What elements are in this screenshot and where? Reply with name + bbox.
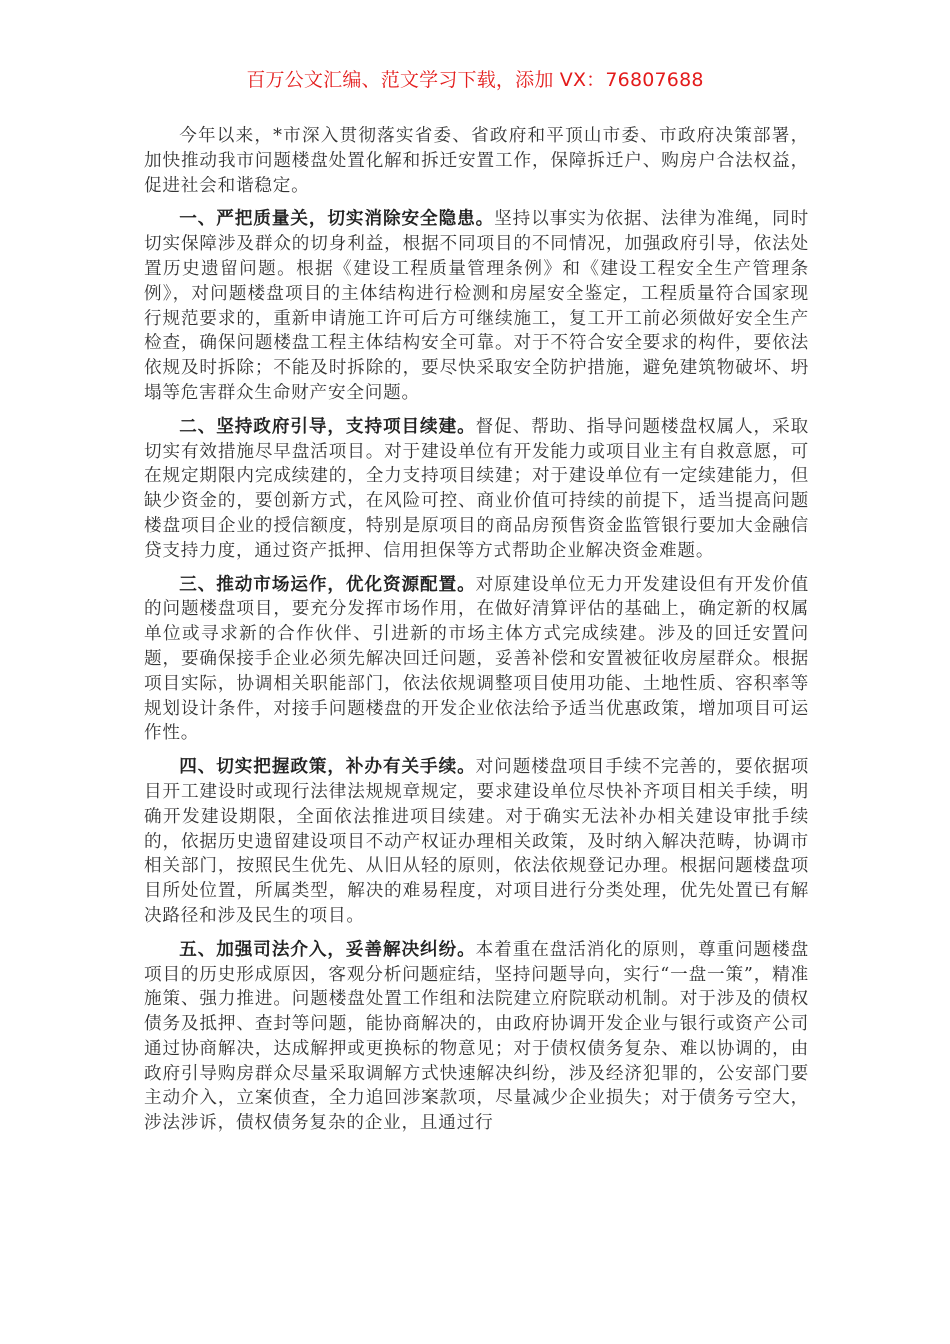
paragraph-text: 对问题楼盘项目手续不完善的，要依据项目开工建设时或现行法律法规规章规定，要求建设单位尽快补齐项目相关手续，明确开发建设期限，全面依法推进项目续建。对于确实无法补办相关建设审批手续的，依据历史遗留建设项目不动产权证办理相关政策，及时纳入解决范畴，协调市相关部门，按照民生优先、从旧从轻的原则，依法依规登记办理。根据问题楼盘项目所处位置，所属类型，解决的难易程度，对项目进行分类处理，优先处置已有解决路径和涉及民生的项目。 — [144, 757, 809, 926]
section-2-heading: 二、坚持政府引导，支持项目续建。 — [179, 415, 476, 437]
section-4-heading: 四、切实把握政策，补办有关手续。 — [179, 756, 476, 778]
section-5-paragraph — [144, 938, 809, 1136]
promo-header: 百万公文汇编、范文学习下载，添加 VX：76807688 — [246, 69, 704, 91]
paragraph-text: 督促、帮助、指导问题楼盘权属人，采取切实有效措施尽早盘活项目。对于建设单位有开发能力或项目业主有自救意愿，可在规定期限内完成续建的，全力支持项目续建；对于建设单位有一定续建能力，但缺少资金的，要创新方式，在风险可控、商业价值可持续的前提下，适当提高问题楼盘项目企业的授信额度，特别是原项目的商品房预售资金监管银行要加大金融信贷支持力度，通过资产抵押、信用担保等方式帮助企业解决资金难题。 — [144, 416, 809, 561]
paragraph-text: 对原建设单位无力开发建设但有开发价值的问题楼盘项目，要充分发挥市场作用，在做好清算评估的基础上，确定新的权属单位或寻求新的合作伙伴、引进新的市场主体方式完成续建。涉及的回迁安置问题，要确保接手企业必须先解决回迁问题，妥善补偿和安置被征收房屋群众。根据项目实际，协调相关职能部门，依法依规调整项目使用功能、土地性质、容积率等规划设计条件，对接手问题楼盘的开发企业依法给予适当优惠政策，增加项目可运作性。 — [144, 574, 809, 744]
paragraph-text: 本着重在盘活消化的原则，尊重问题楼盘项目的历史形成原因，客观分析问题症结，坚持问题导向，实行“一盘一策”，精准施策、强力推进。问题楼盘处置工作组和法院建立府院联动机制。对于涉及的债权债务及抵押、查封等问题，能协商解决的，由政府协调开发企业与银行或资产公司通过协商解决，达成解押或更换标的物意见；对于债权债务复杂、难以协调的，由政府引导购房群众尽量采取调解方式快速解决纠纷，涉及经济犯罪的，公安部门要主动介入，立案侦查，全力追回涉案款项，尽量减少企业损失；对于债务亏空大，涉法涉诉，债权债务复杂的企业，且通过行 — [144, 939, 809, 1134]
paragraph-text: 坚持以事实为依据、法律为准绳，同时切实保障涉及群众的切身利益，根据不同项目的不同情况，加强政府引导，依法处置历史遗留问题。根据《建设工程质量管理条例》和《建设工程安全生产管理条例》，对问题楼盘项目的主体结构进行检测和房屋安全鉴定，工程质量符合国家现行规范要求的，重新申请施工许可后方可继续施工，复工开工前必须做好安全生产检查，确保问题楼盘工程主体结构安全可靠。对于不符合安全要求的构件，要依法依规及时拆除；不能及时拆除的，要尽快采取安全防护措施，避免建筑物破坏、坍塌等危害群众生命财产安全问题。 — [144, 209, 809, 403]
document-body — [144, 124, 809, 1145]
section-3-heading: 三、推动市场运作，优化资源配置。 — [179, 573, 476, 595]
section-1-paragraph — [144, 207, 809, 405]
section-1-heading: 一、严把质量关，切实消除安全隐患。 — [179, 208, 495, 230]
section-3-paragraph — [144, 573, 809, 747]
intro-paragraph — [144, 124, 809, 198]
section-2-paragraph — [144, 415, 809, 564]
section-5-heading: 五、加强司法介入，妥善解决纠纷。 — [179, 938, 476, 960]
paragraph-text: 今年以来，*市深入贯彻落实省委、省政府和平顶山市委、市政府决策部署，加快推动我市问题楼盘处置化解和拆迁安置工作，保障拆迁户、购房户合法权益，促进社会和谐稳定。 — [144, 126, 809, 196]
section-4-paragraph — [144, 755, 809, 929]
